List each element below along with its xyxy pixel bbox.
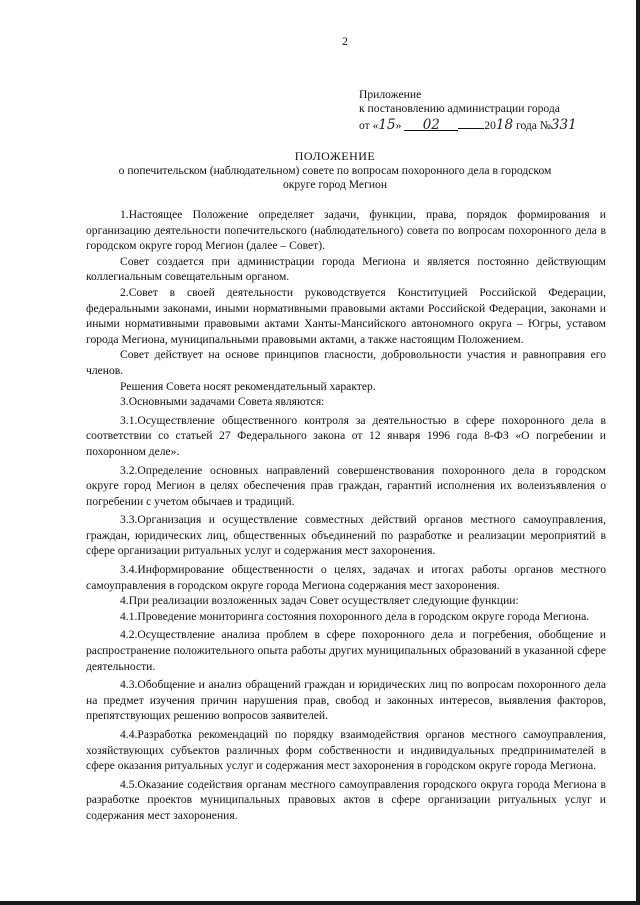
appendix-line-1: Приложение bbox=[359, 88, 422, 101]
year-prefix: 20 bbox=[484, 119, 496, 132]
paragraph: 3.4.Информирование общественности о целях, задачах и итогах работы органов местного самоуправления в городском округе города Мегиона содержания мест захоронения. bbox=[86, 563, 606, 592]
paragraph: Совет создается при администрации города Мегиона и является постоянно действующим коллегиальным совещательным органом. bbox=[86, 254, 606, 284]
blank-line bbox=[458, 116, 484, 129]
paragraph: 1.Настоящее Положение определяет задачи, функции, права, порядок формирования и организацию деятельности попечительского (наблюдательного) совета по вопросам похоронного дела в городском округе город Мегион (далее – Совет). bbox=[86, 208, 606, 253]
paragraph: 2.Совет в своей деятельности руководствуется Конституцией Российской Федерации, федеральными законами, иными нормативными правовыми актами Российской Федерации, законами и иными нормативными правовыми актами Ханты-Мансийского автономного округа – Югры, уставом города Мегиона, муниципальными правовыми актами, а также настоящим Положением. bbox=[86, 285, 606, 346]
scan-edge-right bbox=[636, 0, 640, 905]
document-subtitle-line-2: округе город Мегион bbox=[282, 178, 388, 192]
number-prefix: года № bbox=[515, 119, 551, 132]
handwritten-day: 15 bbox=[378, 117, 396, 133]
paragraph: 4.3.Обобщение и анализ обращений граждан и юридических лиц по вопросам похоронного дела на предмет изучения причин нарушения прав, свобод и законных интересов, выявления факторов, препятствующих решению вопросов заявителей. bbox=[86, 678, 606, 723]
handwritten-year: 18 bbox=[495, 117, 514, 133]
document-subtitle-line-1: о попечительском (наблюдательном) совете по вопросам похоронного дела в городском bbox=[118, 163, 552, 177]
paragraph: 4.4.Разработка рекомендаций по порядку взаимодействия органов местного самоуправления, хозяйствующих субъектов различных форм собственности и индивидуальных предпринимателей в сфере оказания ритуальных услуг и содержания мест захоронения в городском округе города Мегиона. bbox=[86, 728, 606, 773]
paragraph: 3.2.Определение основных направлений совершенствования похоронного дела в городском округе город Мегион в целях обеспечения прав граждан, гарантий исполнения их волеизъявления о погребении с учетом обычаев и традиций. bbox=[86, 463, 606, 508]
date-mid: » bbox=[395, 119, 402, 132]
handwritten-number: 331 bbox=[550, 117, 577, 133]
handwritten-month: 02 bbox=[404, 118, 458, 131]
document-title-block bbox=[80, 149, 590, 193]
paragraph: Решения Совета носят рекомендательный характер. bbox=[120, 379, 376, 393]
document-body bbox=[86, 207, 606, 824]
paragraph: 4.2.Осуществление анализа проблем в сфере похоронного дела и погребения, обобщение и распространение положительного опыта работы других муниципальных образований в указанной сфере деятельности. bbox=[86, 628, 606, 673]
appendix-date-line bbox=[359, 116, 621, 133]
paragraph: 3.3.Организация и осуществление совместных действий органов местного самоуправления, граждан, юридических лиц, общественных объединений по разработке и реализации мероприятий в сфере организации ритуальных услуг и содержания мест захоронения. bbox=[86, 513, 606, 558]
paragraph: 3.Основными задачами Совета являются: bbox=[120, 395, 325, 409]
paragraph: 4.1.Проведение мониторинга состояния похоронного дела в городском округе города Мегиона. bbox=[120, 609, 590, 623]
paragraph: 4.При реализации возложенных задач Совет осуществляет следующие функции: bbox=[120, 594, 519, 608]
paragraph: 3.1.Осуществление общественного контроля за деятельностью в сфере похоронного дела в соответствии со статьей 27 Федерального закона от 12 января 1996 года 8-ФЗ «О погребении и похоронном деле». bbox=[86, 413, 606, 458]
appendix-header bbox=[359, 88, 621, 133]
paragraph: 4.5.Оказание содействия органам местного самоуправления городского округа города Мегиона в разработке проектов муниципальных правовых актов в сфере организации ритуальных услуг и содержания мест захоронения. bbox=[86, 777, 606, 822]
date-prefix: от « bbox=[359, 119, 379, 132]
page-number: 2 bbox=[342, 36, 348, 48]
appendix-line-2: к постановлению администрации города bbox=[359, 102, 560, 115]
document-title: ПОЛОЖЕНИЕ bbox=[294, 149, 376, 163]
paragraph: Совет действует на основе принципов гласности, добровольности участия и равноправия его членов. bbox=[86, 348, 606, 377]
scan-edge-bottom bbox=[0, 901, 640, 905]
